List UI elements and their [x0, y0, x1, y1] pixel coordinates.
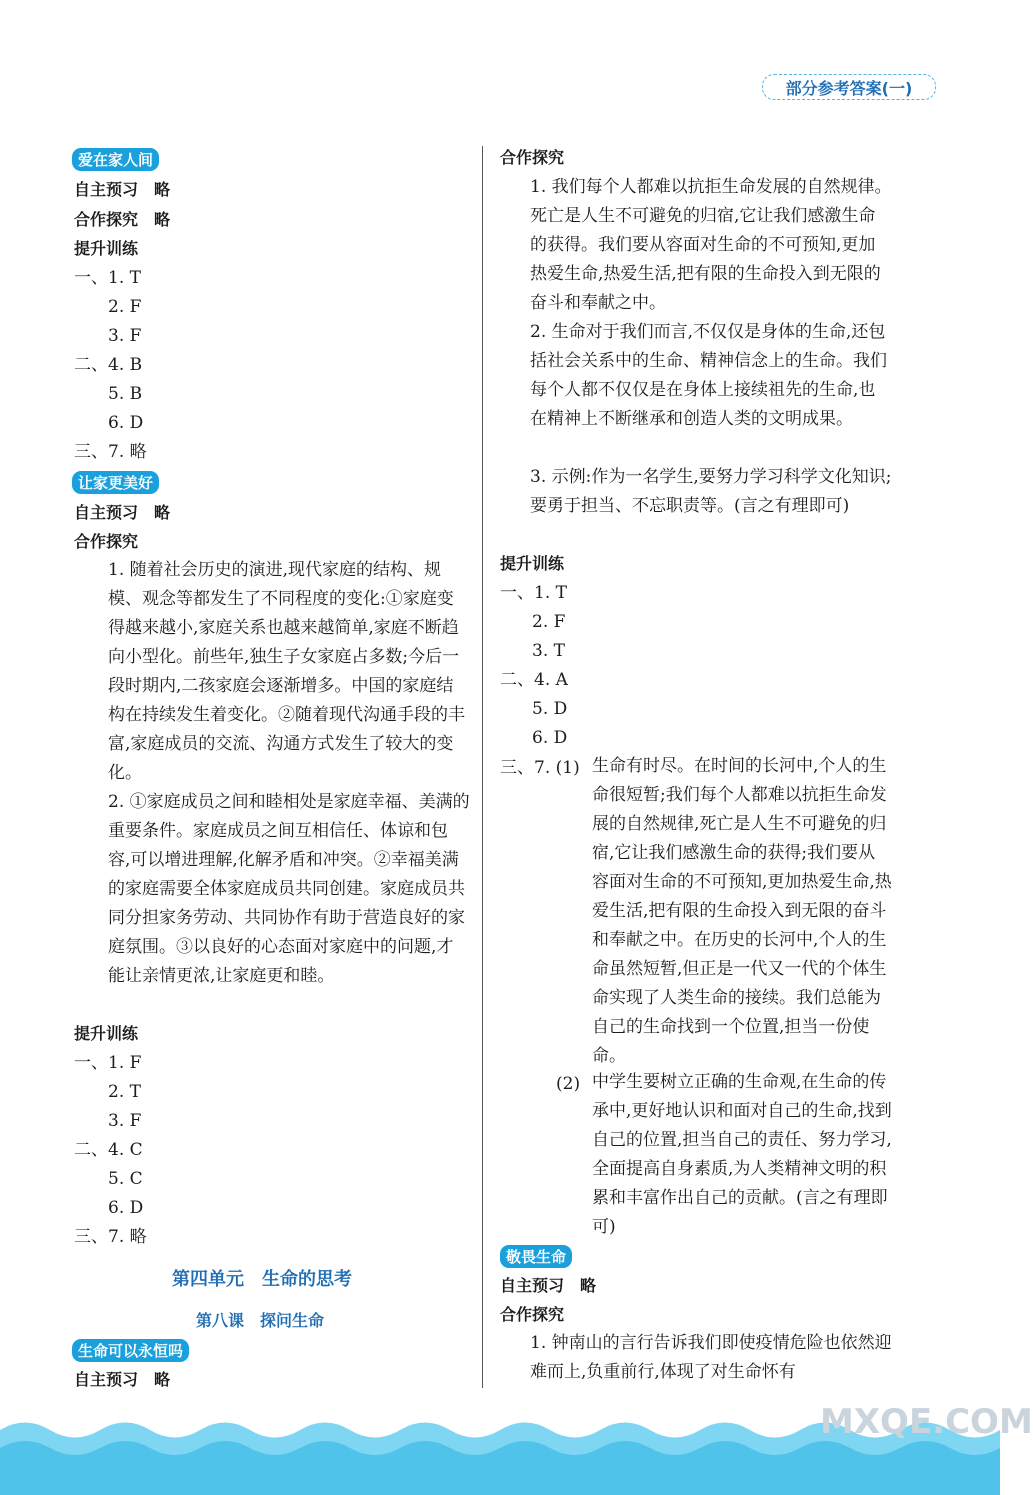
answer-item: 3. T	[532, 641, 565, 661]
self-preview: 自主预习 略	[500, 1276, 597, 1295]
section-tag-life-eternal: 生命可以永恒吗	[72, 1339, 189, 1362]
section-header-badge: 部分参考答案(一)	[762, 74, 936, 100]
lesson-title: 第八课 探问生命	[196, 1311, 325, 1330]
section-tag-better-home: 让家更美好	[72, 471, 159, 494]
answer-paragraph: 3. 示例:作为一名学生,要努力学习科学文化知识;要勇于担当、不忘职责等。(言之有理即可)	[530, 467, 892, 516]
answer-item: 二、4. C	[74, 1140, 143, 1160]
answer-item: 二、4. B	[74, 355, 143, 375]
answer-item: 6. D	[108, 1198, 144, 1218]
coop-explore: 合作探究 略	[74, 210, 171, 229]
answer-item: 三、7. 略	[74, 442, 147, 462]
answer-paragraph: 中学生要树立正确的生命观,在生命的传承中,更好地认识和面对自己的生命,找到自己的位置,担当自己的责任、努力学习,全面提高自身素质,为人类精神文明的积累和丰富作出自己的贡献。(言之有理即可)	[592, 1072, 892, 1237]
answer-paragraph: 生命有时尽。在时间的长河中,个人的生命很短暂;我们每个人都难以抗拒生命发展的自然规律,死亡是人生不可避免的归宿,它让我们感激生命的获得;我们要从容面对生命的不可预知,更加热爱生命,热爱生活,把有限的生命投入到无限的奋斗和奉献之中。在历史的长河中,个人的生命虽然短暂,但正是一代又一代的个体生命实现了人类生命的接续。我们总能为自己的生命找到一个位置,担当一份使命。	[592, 756, 892, 1066]
answer-item: 2. F	[108, 297, 142, 317]
coop-explore: 合作探究	[500, 148, 565, 167]
answer-item: 3. F	[108, 326, 142, 346]
training-heading: 提升训练	[74, 239, 139, 258]
self-preview: 自主预习 略	[74, 1370, 171, 1389]
answer-item: 三、7. 略	[74, 1227, 147, 1247]
answer-paragraph: 1. 我们每个人都难以抗拒生命发展的自然规律。死亡是人生不可避免的归宿,它让我们感激生命的获得。我们要从容面对生命的不可预知,更加热爱生命,热爱生活,把有限的生命投入到无限的奋斗和奉献之中。	[530, 177, 892, 313]
answer-paragraph: 2. 生命对于我们而言,不仅仅是身体的生命,还包括社会关系中的生命、精神信念上的生命。我们每个人都不仅仅是在身体上接续祖先的生命,也在精神上不断继承和创造人类的文明成果。	[530, 322, 887, 429]
answer-paragraph: 1. 随着社会历史的演进,现代家庭的结构、规模、观念等都发生了不同程度的变化:①家庭变得越来越小,家庭关系也越来越简单,家庭不断趋向小型化。前些年,独生子女家庭占多数;今后一段时期内,二孩家庭会逐渐增多。中国的家庭结构在持续发生着变化。②随着现代沟通手段的丰富,家庭成员的交流、沟通方式发生了较大的变化。	[108, 560, 465, 783]
answer-item: 2. F	[532, 612, 566, 632]
self-preview: 自主预习 略	[74, 180, 171, 199]
answer-item: 5. D	[532, 699, 568, 719]
answer-item: 一、1. T	[74, 268, 141, 288]
training-heading: 提升训练	[500, 554, 565, 573]
answer-item: 5. C	[108, 1169, 143, 1189]
self-preview: 自主预习 略	[74, 503, 171, 522]
answer-item: 6. D	[532, 728, 568, 748]
answer-item: 3. F	[108, 1111, 142, 1131]
answer-item: 一、1. T	[500, 583, 567, 603]
q7-label: 三、7. (1)	[500, 758, 580, 778]
coop-explore: 合作探究	[500, 1305, 565, 1324]
training-heading: 提升训练	[74, 1024, 139, 1043]
q7-sub-label: (2)	[556, 1074, 581, 1094]
column-divider	[482, 146, 483, 1388]
answer-paragraph: 1. 钟南山的言行告诉我们即使疫情危险也依然迎难而上,负重前行,体现了对生命怀有	[530, 1333, 892, 1382]
answer-item: 二、4. A	[500, 670, 568, 690]
unit-title: 第四单元 生命的思考	[172, 1269, 352, 1290]
answer-item: 5. B	[108, 384, 143, 404]
coop-explore: 合作探究	[74, 532, 139, 551]
watermark-text: MXQE.COM	[820, 1402, 1033, 1442]
answer-item: 一、1. F	[74, 1053, 142, 1073]
section-tag-revere-life: 敬畏生命	[500, 1245, 572, 1268]
answer-item: 2. T	[108, 1082, 141, 1102]
answer-item: 6. D	[108, 413, 144, 433]
answer-paragraph: 2. ①家庭成员之间和睦相处是家庭幸福、美满的重要条件。家庭成员之间互相信任、体谅和包容,可以增进理解,化解矛盾和冲突。②幸福美满的家庭需要全体家庭成员共同创建。家庭成员共同分担家务劳动、共同协作有助于营造良好的家庭氛围。③以良好的心态面对家庭中的问题,才能让亲情更浓,让家庭更和睦。	[108, 792, 470, 986]
section-tag-love-family: 爱在家人间	[72, 148, 159, 171]
